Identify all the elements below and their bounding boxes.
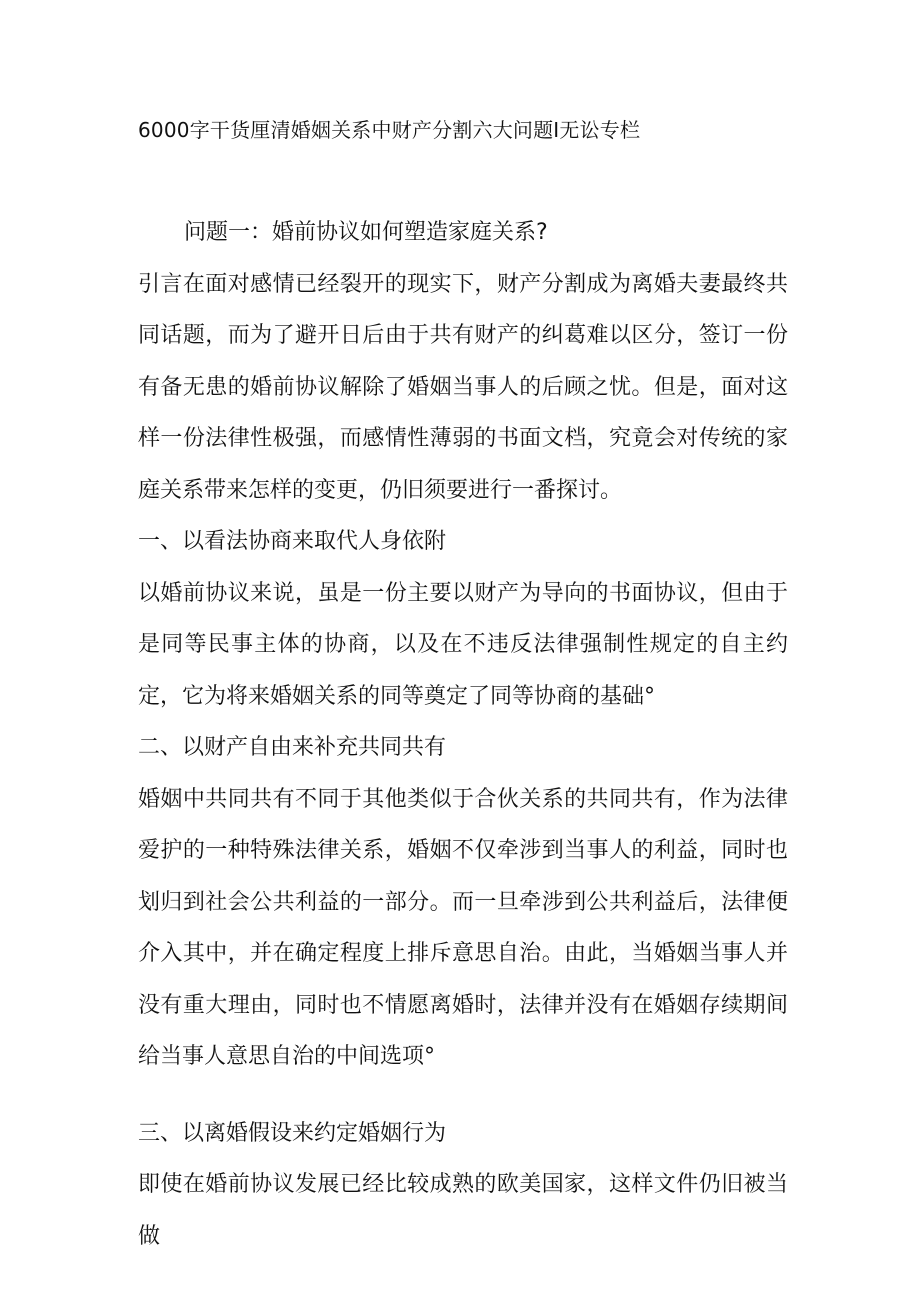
document-body bbox=[138, 207, 788, 1262]
section-heading: 三、以离婚假设来约定婚姻行为 bbox=[138, 1120, 447, 1146]
section-paragraph: 以婚前协议来说，虽是一份主要以财产为导向的书面协议，但由于是同等民事主体的协商，以及在不违反法律强制性规定的自主约定，它为将来婚姻关系的同等奠定了同等协商的基础° bbox=[138, 580, 788, 709]
question-heading: 问题一：婚前协议如何塑造家庭关系? bbox=[184, 220, 548, 245]
section-paragraph: 即使在婚前协议发展已经比较成熟的欧美国家，这样文件仍旧被当做 bbox=[138, 1172, 788, 1249]
document-title: 6000字干货厘清婚姻关系中财产分割六大问题I无讼专栏 bbox=[138, 118, 641, 142]
intro-paragraph: 引言在面对感情已经裂开的现实下，财产分割成为离婚夫妻最终共同话题，而为了避开日后由于共有财产的纠葛难以区分，签订一份有备无患的婚前协议解除了婚姻当事人的后顾之忧。但是，面对这样一份法律性极强，而感情性薄弱的书面文档，究竟会对传统的家庭关系带来怎样的变更，仍旧须要进行一番探讨。 bbox=[138, 271, 788, 503]
section-heading: 一、以看法协商来取代人身依附 bbox=[138, 529, 447, 554]
paragraph-spacer bbox=[138, 1083, 788, 1108]
section-heading: 二、以财产自由来补充共同共有 bbox=[138, 735, 447, 760]
section-paragraph: 婚姻中共同共有不同于其他类似于合伙关系的共同共有，作为法律爱护的一种特殊法律关系，婚姻不仅牵涉到当事人的利益，同时也划归到社会公共利益的一部分。而一旦牵涉到公共利益后，法律便介入其中，并在确定程度上排斥意思自治。由此，当婚姻当事人并没有重大理由，同时也不情愿离婚时，法律并没有在婚姻存续期间给当事人意思自治的中间选项° bbox=[138, 786, 788, 1069]
